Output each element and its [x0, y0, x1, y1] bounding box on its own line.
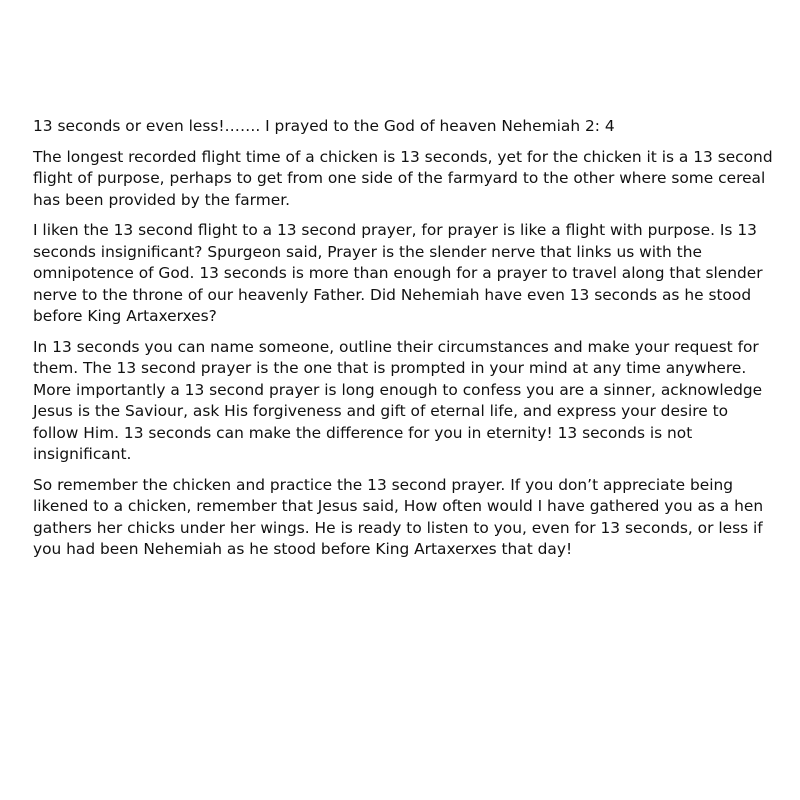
- paragraph-conclusion: So remember the chicken and practice the 13 second prayer. If you don’t appreciate being likened to a chicken, remember that Jesus said, How often would I have gathered you as a hen gathers her chicks under her wings. He is ready to listen to you, even for 13 seconds, or less if you had been Nehemiah as he stood before King Artaxerxes that day!: [33, 475, 764, 558]
- paragraph-chicken-flight: The longest recorded flight time of a chicken is 13 seconds, yet for the chicken it is a 13 second flight of purpose, perhaps to get from one side of the farmyard to the other where some cereal has been provided by the farmer.: [33, 147, 773, 209]
- article-heading: 13 seconds or even less!……. I prayed to the God of heaven Nehemiah 2: 4: [33, 117, 615, 135]
- article-body: [33, 116, 773, 570]
- paragraph-13-second-prayer: I liken the 13 second flight to a 13 second prayer, for prayer is like a flight with purpose. Is 13 seconds insignificant? Spurgeon said, Prayer is the slender nerve that links us with the omnipotence of God. 13 seconds is more than enough for a prayer to travel along that slender nerve to the throne of our heavenly Father. Did Nehemiah have even 13 seconds as he stood before King Artaxerxes?: [33, 221, 763, 325]
- paragraph-prayer-purpose: In 13 seconds you can name someone, outline their circumstances and make your request for them. The 13 second prayer is the one that is prompted in your mind at any time anywhere. More importantly a 13 second prayer is long enough to confess you are a sinner, acknowledge Jesus is the Saviour, ask His forgiveness and gift of eternal life, and express your desire to follow Him. 13 seconds can make the difference for you in eternity! 13 seconds is not insignificant.: [33, 337, 763, 463]
